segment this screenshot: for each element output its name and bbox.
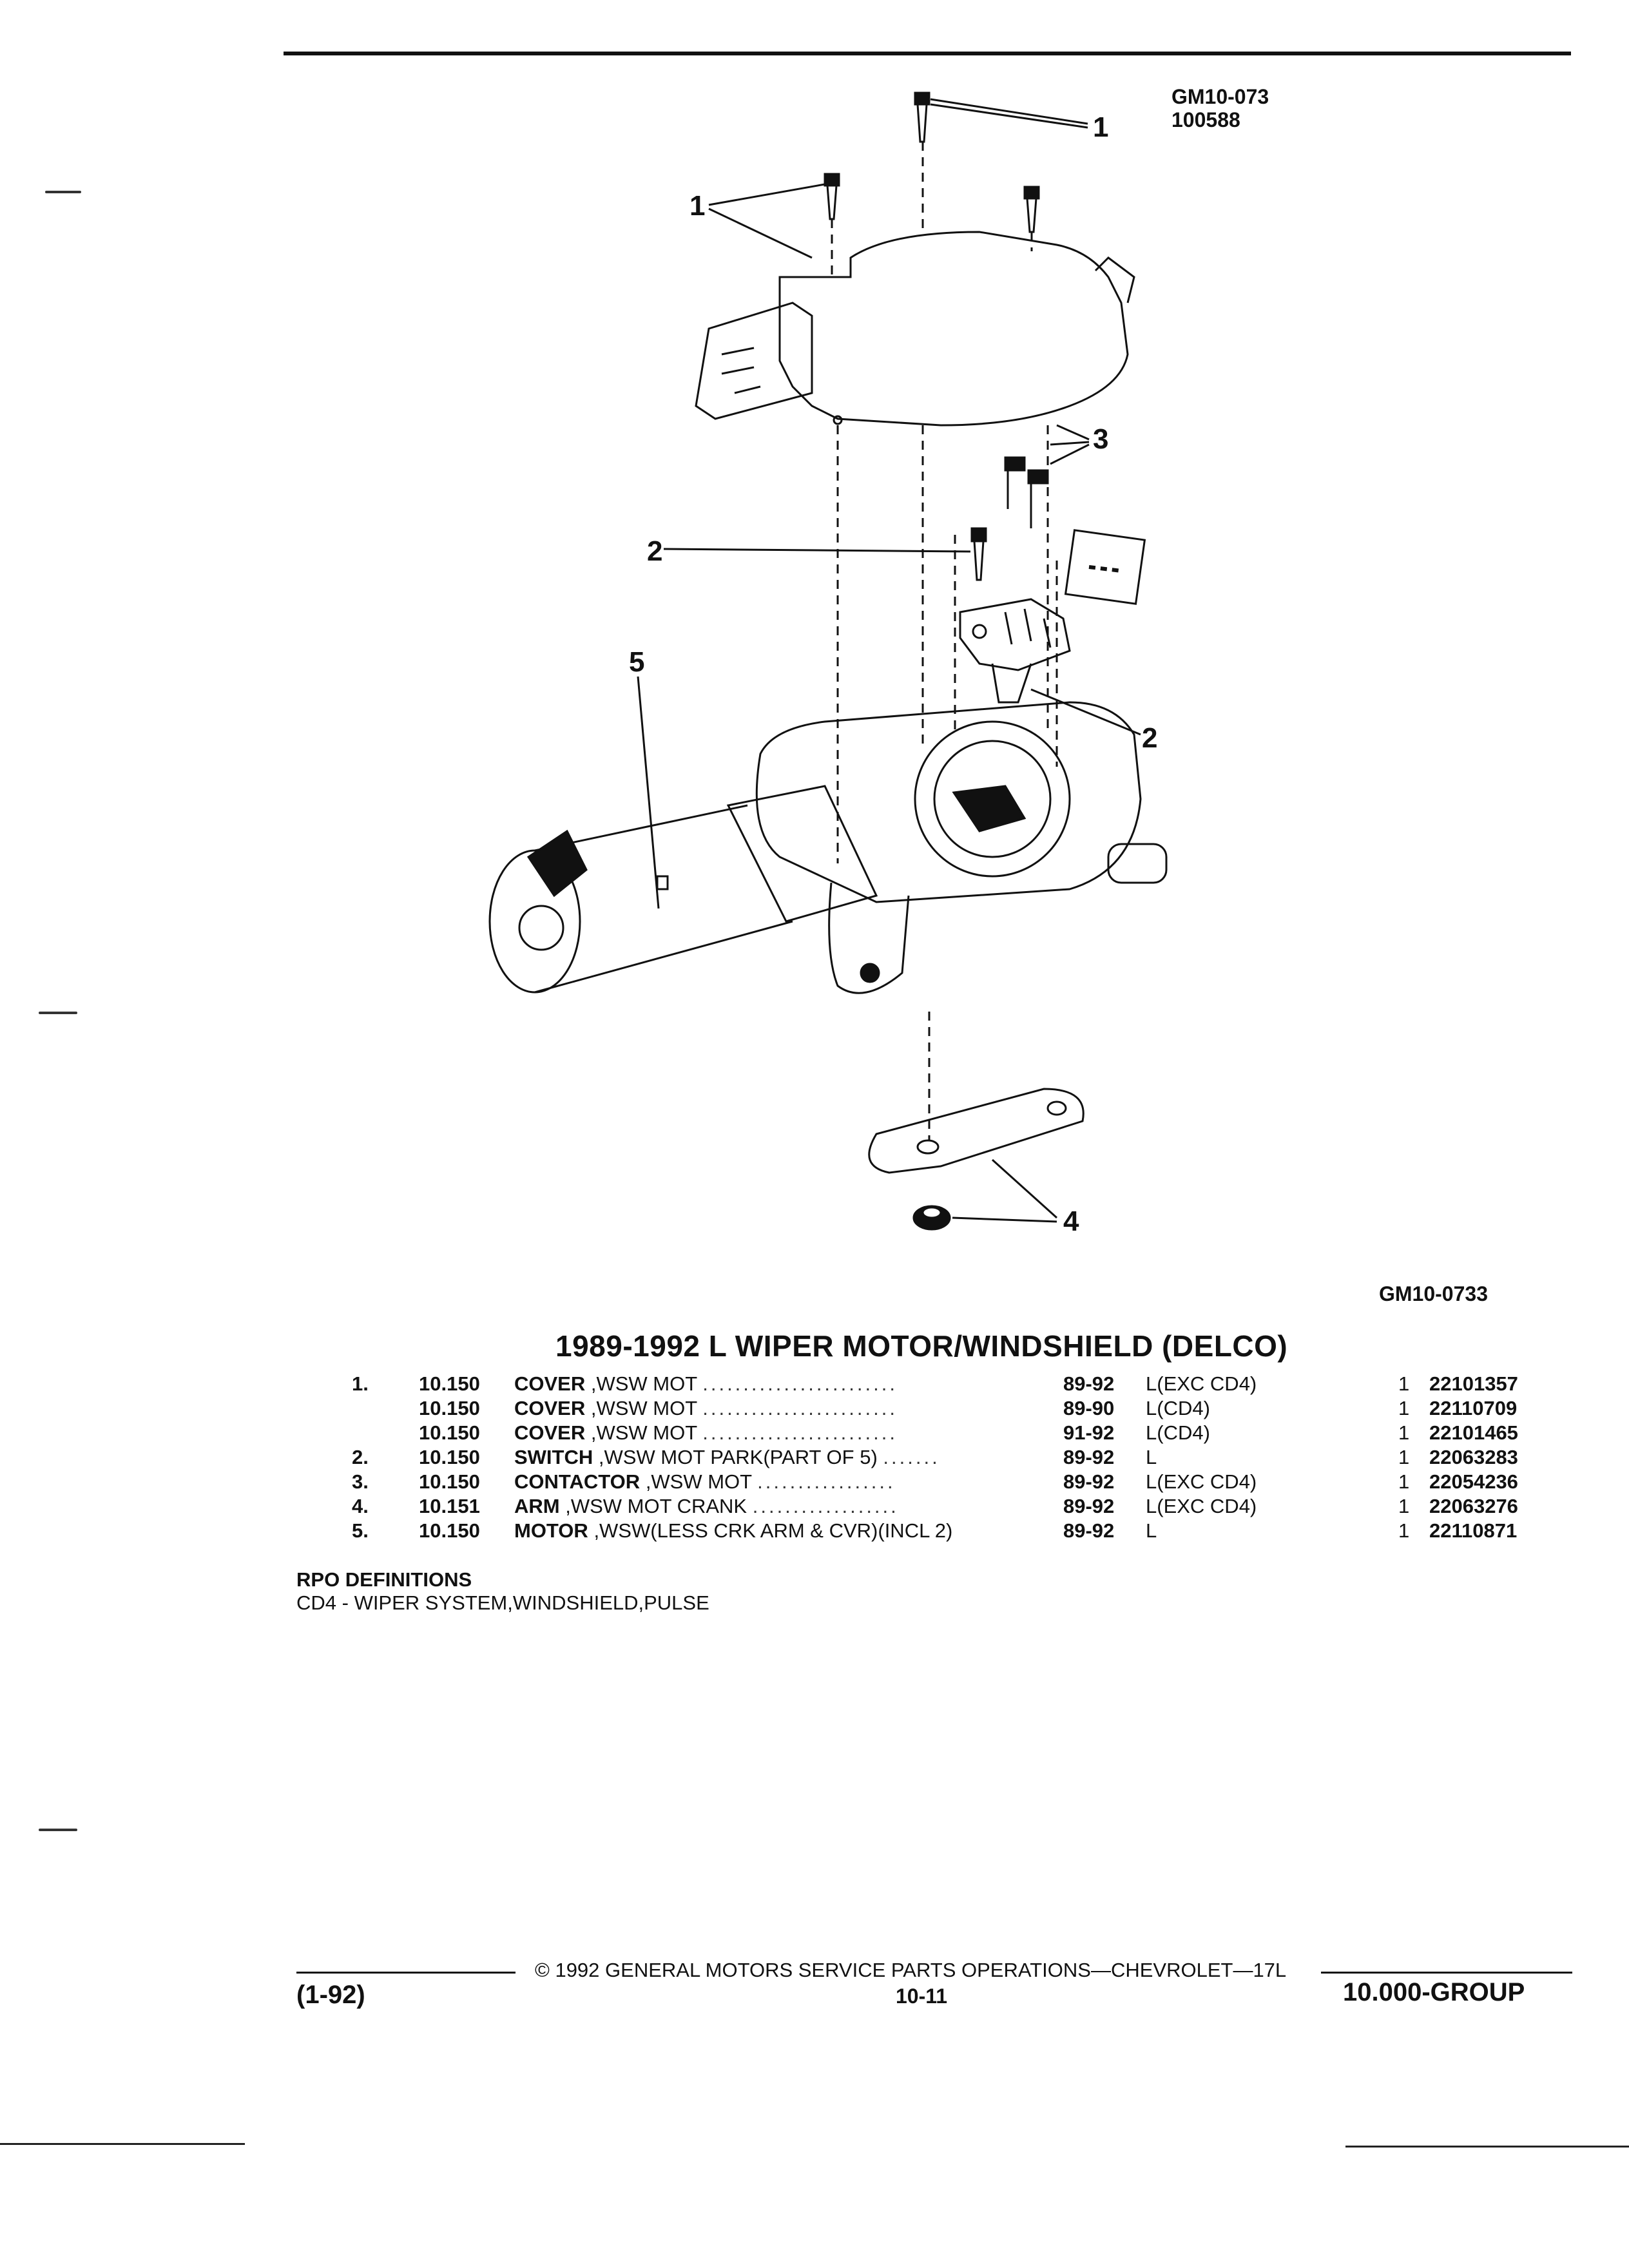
part-description — [514, 1397, 898, 1420]
binder-mark — [39, 1829, 77, 1831]
part-number: 22110709 — [1429, 1397, 1518, 1419]
bottom-edge-rule-right — [1345, 2146, 1629, 2148]
part-description — [514, 1446, 940, 1469]
cover-screw-top — [915, 93, 929, 142]
callout-2-right: 2 — [1142, 722, 1158, 754]
crank-nut — [914, 1206, 950, 1229]
quantity: 1 — [1398, 1397, 1410, 1419]
switch-screw — [972, 528, 986, 580]
leader-dots: ........................ — [702, 1421, 898, 1444]
leader-1-left-b — [709, 209, 812, 258]
model-years: 91-92 — [1063, 1421, 1115, 1444]
model-years: 89-90 — [1063, 1397, 1115, 1419]
group-code: 10.150 — [419, 1519, 480, 1542]
callout-5: 5 — [629, 646, 645, 678]
footer-group: 10.000-GROUP — [1343, 1978, 1525, 2006]
callout-2-left: 2 — [647, 535, 663, 567]
leader-dots: ....... — [883, 1446, 940, 1468]
motor-can — [490, 786, 876, 992]
part-name: SWITCH — [514, 1446, 593, 1468]
part-desc: ,WSW MOT — [645, 1470, 752, 1493]
quantity: 1 — [1398, 1421, 1410, 1444]
part-description — [514, 1372, 898, 1396]
model-years: 89-92 — [1063, 1446, 1115, 1468]
leader-5 — [638, 677, 659, 908]
part-desc: ,WSW MOT PARK(PART OF 5) — [598, 1446, 878, 1468]
part-description — [514, 1421, 898, 1445]
rpo-definition: CD4 - WIPER SYSTEM,WINDSHIELD,PULSE — [296, 1591, 709, 1614]
part-desc: ,WSW MOT CRANK — [565, 1495, 747, 1517]
part-name: MOTOR — [514, 1519, 588, 1542]
application: L(CD4) — [1146, 1397, 1210, 1419]
model-years: 89-92 — [1063, 1519, 1115, 1542]
part-number: 22110871 — [1429, 1519, 1518, 1542]
part-description — [514, 1495, 899, 1518]
bottom-edge-rule-left — [0, 2143, 245, 2145]
rpo-heading: RPO DEFINITIONS — [296, 1568, 472, 1591]
gear-housing — [757, 702, 1166, 993]
parts-row — [322, 1519, 1559, 1544]
parts-row — [322, 1470, 1559, 1495]
part-desc: ,WSW MOT — [590, 1397, 697, 1419]
cover-screw-left — [825, 174, 839, 219]
parts-row — [322, 1495, 1559, 1519]
group-code: 10.150 — [419, 1372, 480, 1395]
application: L(EXC CD4) — [1146, 1372, 1257, 1395]
footer-rule-right — [1321, 1972, 1572, 1974]
leader-2-left — [664, 549, 970, 552]
part-description — [514, 1519, 952, 1542]
cover-screw-right — [1025, 187, 1039, 232]
item-number: 1. — [352, 1372, 369, 1395]
leader-4 — [952, 1160, 1057, 1222]
leader-dots: ........................ — [702, 1372, 898, 1395]
motor-cover — [696, 232, 1134, 425]
binder-mark — [45, 191, 81, 193]
figure-number: 100588 — [1171, 108, 1240, 131]
part-description — [514, 1470, 896, 1494]
item-number: 2. — [352, 1446, 369, 1468]
parts-row — [322, 1446, 1559, 1470]
parts-row — [322, 1397, 1559, 1421]
application: L — [1146, 1519, 1157, 1542]
footer-rule-left — [296, 1972, 516, 1974]
footer-revision: (1-92) — [296, 1981, 365, 2009]
group-code: 10.151 — [419, 1495, 480, 1517]
leader-1-left — [709, 184, 825, 205]
parts-list — [322, 1372, 1559, 1544]
application: L(EXC CD4) — [1146, 1470, 1257, 1493]
callout-1-top: 1 — [1093, 111, 1109, 143]
application: L(EXC CD4) — [1146, 1495, 1257, 1517]
part-number: 22101357 — [1429, 1372, 1518, 1395]
alignment-lines — [832, 142, 1057, 1140]
part-desc: ,WSW(LESS CRK ARM & CVR)(INCL 2) — [593, 1519, 953, 1542]
figure-code-bottom: GM10-0733 — [1379, 1282, 1488, 1305]
group-code: 10.150 — [419, 1470, 480, 1493]
leader-dots: .................. — [752, 1495, 899, 1517]
group-code: 10.150 — [419, 1421, 480, 1444]
item-number: 4. — [352, 1495, 369, 1517]
binder-mark — [39, 1012, 77, 1014]
item-number: 3. — [352, 1470, 369, 1493]
application: L(CD4) — [1146, 1421, 1210, 1444]
quantity: 1 — [1398, 1470, 1410, 1493]
part-number: 22054236 — [1429, 1470, 1518, 1493]
part-desc: ,WSW MOT — [590, 1372, 697, 1395]
quantity: 1 — [1398, 1446, 1410, 1468]
contactor — [1005, 425, 1144, 604]
figure-code-top — [1171, 85, 1269, 131]
part-name: COVER — [514, 1397, 586, 1419]
part-number: 22101465 — [1429, 1421, 1518, 1444]
parts-row — [322, 1372, 1559, 1397]
part-desc: ,WSW MOT — [590, 1421, 697, 1444]
crank-arm — [869, 1089, 1084, 1173]
page-number: 10-11 — [896, 1984, 948, 2008]
item-number: 5. — [352, 1519, 369, 1542]
leader-1-top-b — [930, 104, 1088, 128]
part-name: ARM — [514, 1495, 560, 1517]
park-switch — [960, 599, 1070, 702]
quantity: 1 — [1398, 1519, 1410, 1542]
leader-dots: ........................ — [702, 1397, 898, 1419]
callout-3: 3 — [1093, 423, 1109, 455]
application: L — [1146, 1446, 1157, 1468]
parts-row — [322, 1421, 1559, 1446]
model-years: 89-92 — [1063, 1470, 1115, 1493]
leader-1-top — [930, 99, 1088, 124]
quantity: 1 — [1398, 1372, 1410, 1395]
callout-1-left: 1 — [689, 190, 706, 222]
part-name: COVER — [514, 1421, 586, 1444]
part-number: 22063276 — [1429, 1495, 1518, 1517]
leader-dots: ................. — [757, 1470, 896, 1493]
footer-copyright: © 1992 GENERAL MOTORS SERVICE PARTS OPERATIONS—CHEVROLET—17L — [535, 1959, 1287, 1981]
part-name: CONTACTOR — [514, 1470, 641, 1493]
part-name: COVER — [514, 1372, 586, 1395]
group-code: 10.150 — [419, 1397, 480, 1419]
group-code: 10.150 — [419, 1446, 480, 1468]
model-years: 89-92 — [1063, 1372, 1115, 1395]
top-rule — [284, 52, 1571, 55]
callout-4: 4 — [1063, 1206, 1079, 1237]
section-title: 1989-1992 L WIPER MOTOR/WINDSHIELD (DELCO) — [555, 1329, 1288, 1363]
wiper-motor-exploded-diagram — [490, 84, 1158, 1282]
part-number: 22063283 — [1429, 1446, 1518, 1468]
model-years: 89-92 — [1063, 1495, 1115, 1517]
figure-code: GM10-073 — [1171, 85, 1269, 108]
quantity: 1 — [1398, 1495, 1410, 1517]
